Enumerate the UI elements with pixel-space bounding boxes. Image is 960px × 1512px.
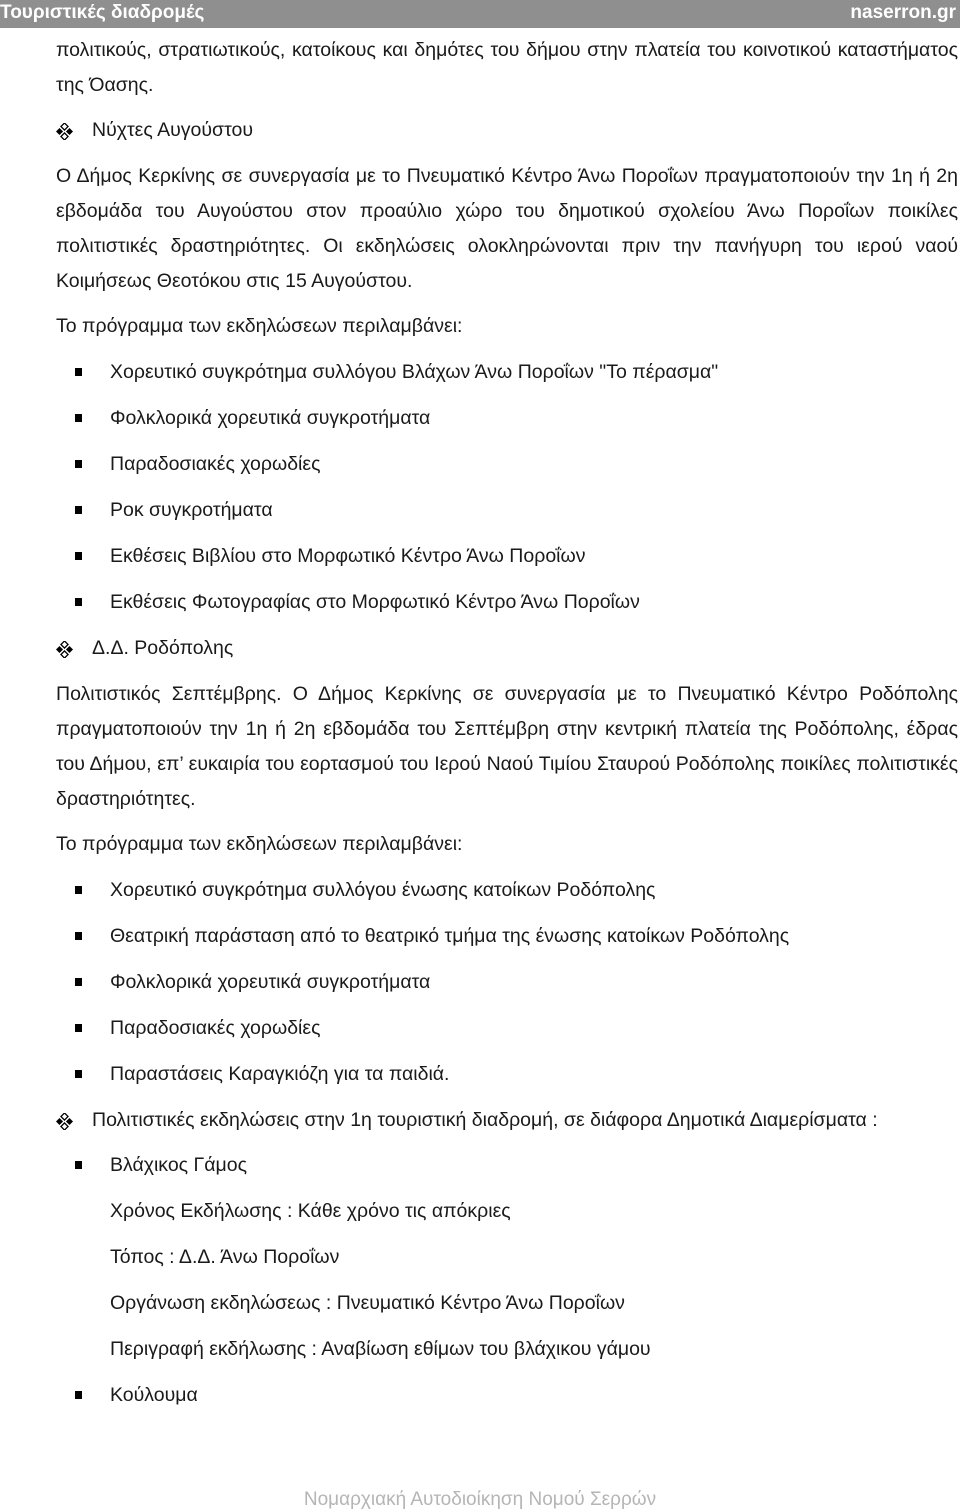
event-organizer: Οργάνωση εκδηλώσεως : Πνευματικό Κέντρο Άνω Ποροΐων bbox=[110, 1292, 625, 1314]
list-item: Βλάχικος Γάμος bbox=[56, 1148, 958, 1194]
square-bullet-icon bbox=[75, 1024, 82, 1032]
list-item: Χορευτικό συγκρότημα συλλόγου Βλάχων Άνω Ποροΐων "Το πέρασμα" bbox=[56, 355, 958, 401]
page-footer: Νομαρχιακή Αυτοδιοίκηση Νομού Σερρών bbox=[303, 1489, 657, 1510]
list-item: Χορευτικό συγκρότημα συλλόγου ένωσης κατοίκων Ροδόπολης bbox=[56, 873, 958, 919]
square-bullet-icon bbox=[75, 1161, 82, 1169]
program-intro: Το πρόγραμμα των εκδηλώσεων περιλαμβάνει: bbox=[56, 315, 463, 337]
section-title: Πολιτιστικές εκδηλώσεις στην 1η τουριστική διαδρομή, σε διάφορα Δημοτικά Διαμερίσματα : bbox=[92, 1109, 878, 1131]
list-item: Εκθέσεις Βιβλίου στο Μορφωτικό Κέντρο Άνω Ποροΐων bbox=[56, 539, 958, 585]
event-place: Τόπος : Δ.Δ. Άνω Ποροΐων bbox=[110, 1246, 340, 1268]
paragraph-continued: πολιτικούς, στρατιωτικούς, κατοίκους και δημότες του δήμου στην πλατεία του κοινοτικού καταστήματος της Όασης. bbox=[56, 39, 958, 96]
section-heading bbox=[56, 113, 958, 159]
event-time: Χρόνος Εκδήλωσης : Κάθε χρόνο τις απόκριες bbox=[110, 1200, 511, 1222]
square-bullet-icon bbox=[75, 1070, 82, 1078]
diamond-bullet-icon bbox=[56, 123, 73, 140]
square-bullet-icon bbox=[75, 1391, 82, 1399]
square-bullet-icon bbox=[75, 978, 82, 986]
program-list bbox=[56, 355, 958, 631]
program-intro: Το πρόγραμμα των εκδηλώσεων περιλαμβάνει: bbox=[56, 833, 463, 855]
diamond-bullet-icon bbox=[56, 1113, 73, 1130]
square-bullet-icon bbox=[75, 414, 82, 422]
document-body bbox=[56, 33, 958, 1413]
list-item: Εκθέσεις Φωτογραφίας στο Μορφωτικό Κέντρο Άνω Ποροΐων bbox=[56, 585, 958, 631]
list-item: Παραδοσιακές χορωδίες bbox=[56, 447, 958, 493]
header-site: naserron.gr bbox=[850, 2, 956, 23]
header-title: Τουριστικές διαδρομές bbox=[0, 2, 205, 23]
section-title: Νύχτες Αυγούστου bbox=[92, 119, 254, 141]
program-list bbox=[56, 873, 958, 1103]
square-bullet-icon bbox=[75, 598, 82, 606]
section-heading bbox=[56, 1103, 958, 1138]
list-item: Φολκλορικά χορευτικά συγκροτήματα bbox=[56, 401, 958, 447]
square-bullet-icon bbox=[75, 886, 82, 894]
list-item: Παραδοσιακές χορωδίες bbox=[56, 1011, 958, 1057]
square-bullet-icon bbox=[75, 932, 82, 940]
square-bullet-icon bbox=[75, 368, 82, 376]
paragraph: Πολιτιστικός Σεπτέμβρης. Ο Δήμος Κερκίνης σε συνεργασία με το Πνευματικό Κέντρο Ροδόπολης πραγματοποιούν την 1η ή 2η εβδομάδα του Σεπτέμβρη στην κεντρική πλατεία της Ροδόπολης, έδρας του Δήμου, επ’ ευκαιρία του εορτασμού του Ιερού Ναού Τιμίου Σταυρού Ροδόπολης ποικίλες πολιτιστικές δραστηριότητες. bbox=[56, 683, 958, 810]
square-bullet-icon bbox=[75, 506, 82, 514]
diamond-bullet-icon bbox=[56, 641, 73, 658]
square-bullet-icon bbox=[75, 552, 82, 560]
list-item: Παραστάσεις Καραγκιόζη για τα παιδιά. bbox=[56, 1057, 958, 1103]
list-item: Ροκ συγκροτήματα bbox=[56, 493, 958, 539]
section-heading bbox=[56, 631, 958, 677]
list-item: Κούλουμα bbox=[56, 1378, 958, 1413]
event-description: Περιγραφή εκδήλωσης : Αναβίωση εθίμων του βλάχικου γάμου bbox=[110, 1338, 651, 1360]
square-bullet-icon bbox=[75, 460, 82, 468]
list-item: Φολκλορικά χορευτικά συγκροτήματα bbox=[56, 965, 958, 1011]
paragraph: Ο Δήμος Κερκίνης σε συνεργασία με το Πνευματικό Κέντρο Άνω Ποροΐων πραγματοποιούν την 1η ή 2η εβδομάδα του Αυγούστου στον προαύλιο χώρο του δημοτικού σχολείου Άνω Ποροΐων ποικίλες πολιτιστικές δραστηριότητες. Οι εκδηλώσεις ολοκληρώνονται πριν την πανήγυρη του ιερού ναού Κοιμήσεως Θεοτόκου στις 15 Αυγούστου. bbox=[56, 165, 958, 292]
section-title: Δ.Δ. Ροδόπολης bbox=[92, 637, 234, 659]
page-header bbox=[0, 0, 960, 28]
list-item: Θεατρική παράσταση από το θεατρικό τμήμα της ένωσης κατοίκων Ροδόπολης bbox=[56, 919, 958, 965]
